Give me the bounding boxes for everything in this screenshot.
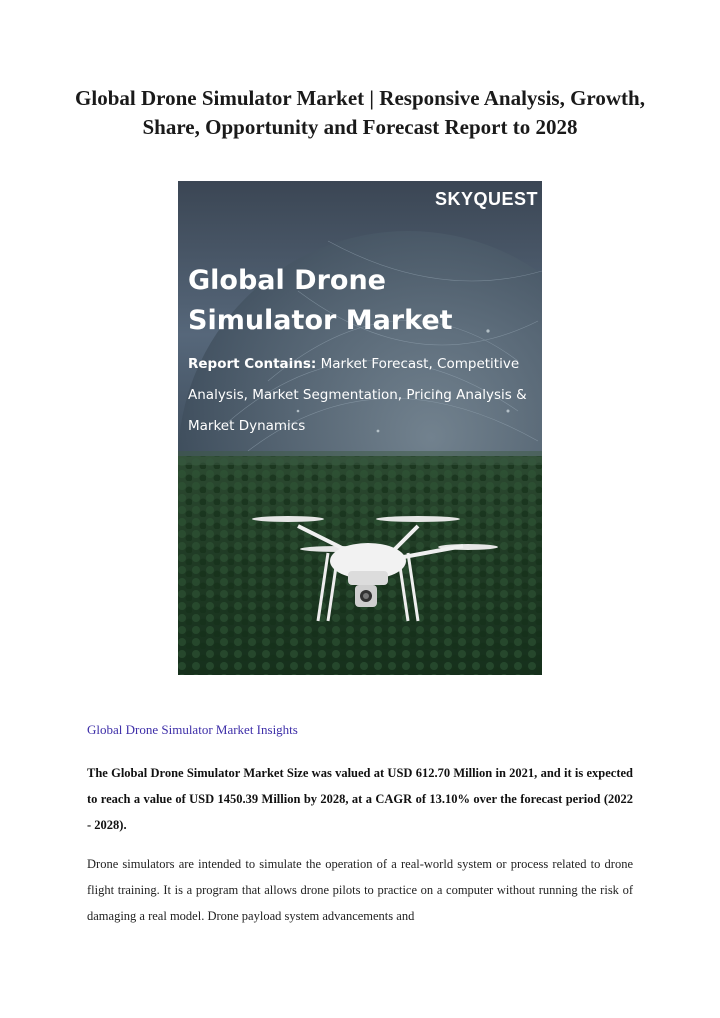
report-cover-image	[178, 181, 542, 675]
insights-heading: Global Drone Simulator Market Insights	[87, 722, 298, 737]
cover-title: Global Drone Simulator Market	[188, 265, 453, 336]
brand-logo-text: SKYQUEST	[434, 189, 538, 209]
cover-description	[188, 349, 538, 442]
cover-contains-label: Report Contains:	[188, 356, 317, 372]
body-paragraph: Drone simulators are intended to simulate the operation of a real-world system or process related to drone flight training. It is a program that allows drone pilots to practice on a computer without running the risk of damaging a real model. Drone payload system advancements and	[87, 857, 633, 923]
document-title: Global Drone Simulator Market | Responsive Analysis, Growth, Share, Opportunity and Forecast Report to 2028	[75, 86, 645, 139]
lead-paragraph: The Global Drone Simulator Market Size was valued at USD 612.70 Million in 2021, and it is expected to reach a value of USD 1450.39 Million by 2028, at a CAGR of 13.10% over the forecast period (2022 - 2028).	[87, 766, 633, 832]
cover-contains-text: Market Forecast, Competitive Analysis, Market Segmentation, Pricing Analysis & Market Dynamics	[188, 356, 527, 434]
